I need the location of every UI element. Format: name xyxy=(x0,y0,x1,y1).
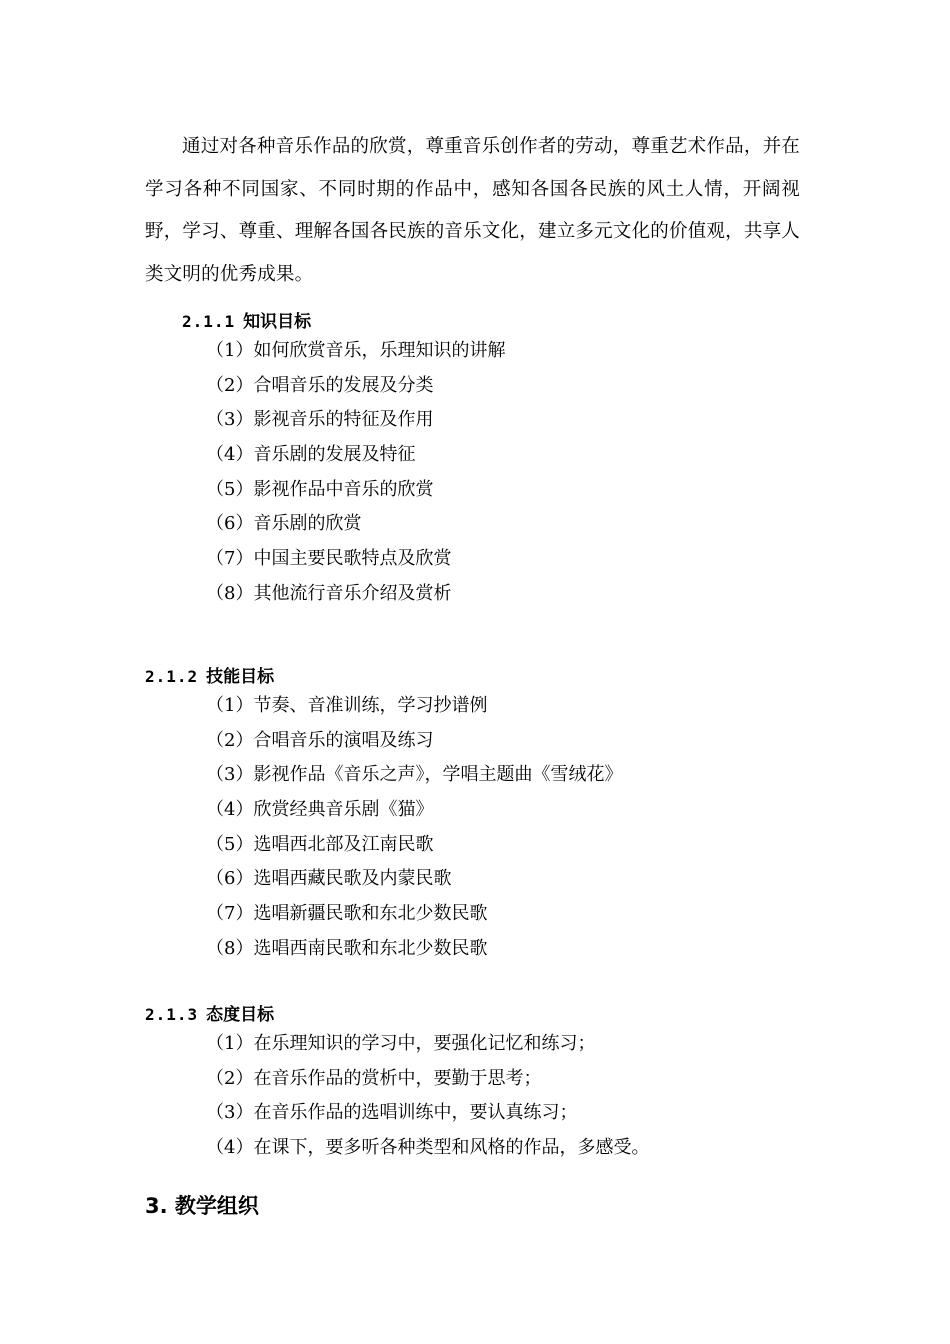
attitude-goals-title: 态度目标 xyxy=(206,1005,275,1025)
list-item: （4）音乐剧的发展及特征 xyxy=(206,444,416,466)
list-item: （6）音乐剧的欣赏 xyxy=(206,513,362,535)
skill-goals-title: 技能目标 xyxy=(206,667,275,687)
intro-paragraph: 通过对各种音乐作品的欣赏，尊重音乐创作者的劳动，尊重艺术作品，并在学习各种不同国家、不同时期的作品中，感知各国各民族的风土人情，开阔视野，学习、尊重、理解各国各民族的音乐文化，建立多元文化的价值观，共享人类文明的优秀成果。 xyxy=(145,136,800,285)
skill-goals-list xyxy=(206,689,622,967)
list-item: （4）欣赏经典音乐剧《猫》 xyxy=(206,799,434,821)
list-item: （2）合唱音乐的发展及分类 xyxy=(206,374,434,396)
list-item: （1）在乐理知识的学习中，要强化记忆和练习； xyxy=(206,1033,596,1054)
attitude-goals-number: 2.1.3 xyxy=(145,1005,199,1024)
list-item: （5）选唱西北部及江南民歌 xyxy=(206,833,434,855)
knowledge-goals-list xyxy=(206,334,505,612)
section-title-teaching-organization: 3. 教学组织 xyxy=(145,1194,259,1218)
list-item: （5）影视作品中音乐的欣赏 xyxy=(206,478,434,500)
list-item: （1）如何欣赏音乐，乐理知识的讲解 xyxy=(206,340,506,361)
list-item: （2）在音乐作品的赏析中，要勤于思考； xyxy=(206,1067,542,1089)
list-item: （2）合唱音乐的演唱及练习 xyxy=(206,729,434,751)
list-item: （4）在课下，要多听各种类型和风格的作品，多感受。 xyxy=(206,1137,650,1159)
list-item: （3）在音乐作品的选唱训练中，要认真练习； xyxy=(206,1102,578,1124)
knowledge-goals-heading xyxy=(182,307,311,332)
list-item: （7）选唱新疆民歌和东北少数民歌 xyxy=(206,903,488,925)
list-item: （8）选唱西南民歌和东北少数民歌 xyxy=(206,937,488,959)
attitude-goals-heading xyxy=(145,1000,274,1025)
skill-goals-heading xyxy=(145,662,274,687)
list-item: （1）节奏、音准训练，学习抄谱例 xyxy=(206,695,488,716)
knowledge-goals-title: 知识目标 xyxy=(243,312,312,332)
list-item: （3）影视音乐的特征及作用 xyxy=(206,409,434,431)
skill-goals-number: 2.1.2 xyxy=(145,667,199,686)
knowledge-goals-number: 2.1.1 xyxy=(182,312,236,331)
list-item: （7）中国主要民歌特点及欣赏 xyxy=(206,548,452,570)
list-item: （3）影视作品《音乐之声》，学唱主题曲《雪绒花》 xyxy=(206,764,623,786)
attitude-goals-list xyxy=(206,1027,649,1166)
list-item: （6）选唱西藏民歌及内蒙民歌 xyxy=(206,868,452,890)
list-item: （8）其他流行音乐介绍及赏析 xyxy=(206,582,452,604)
